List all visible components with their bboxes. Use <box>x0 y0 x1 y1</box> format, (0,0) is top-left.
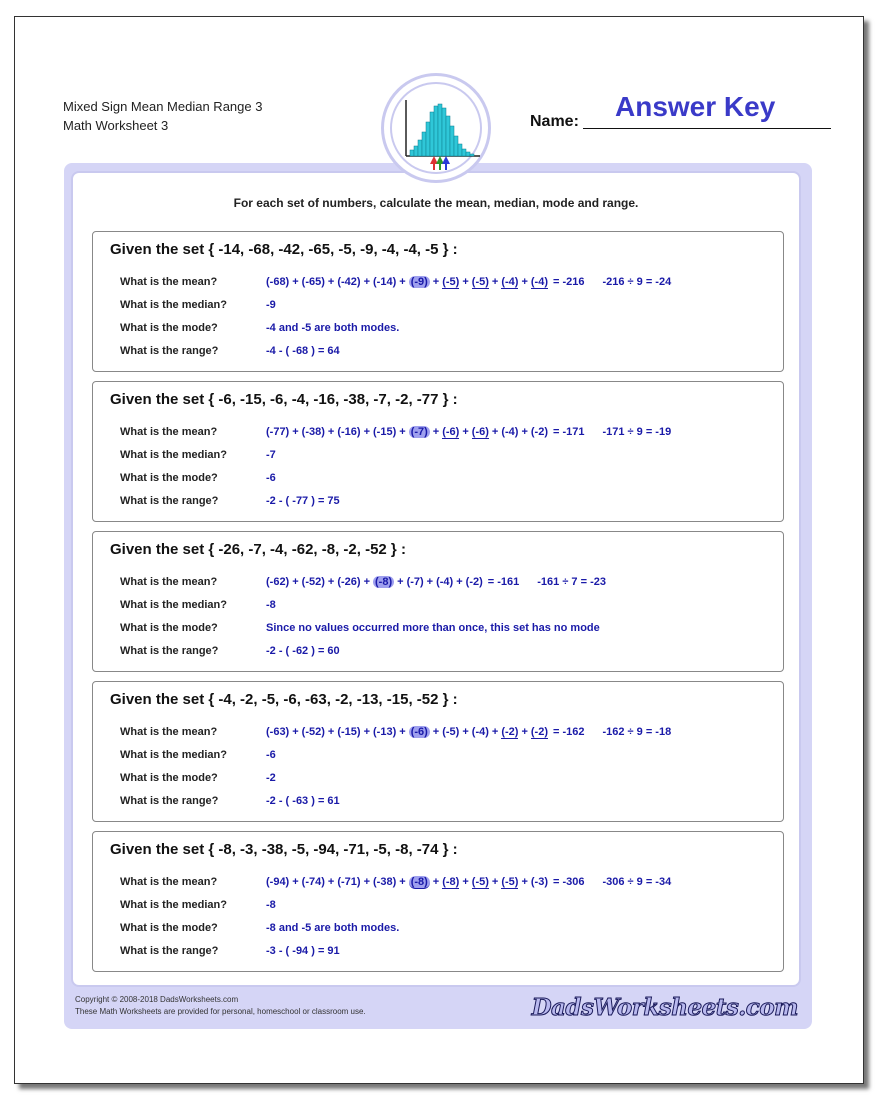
sum-result: = -162 <box>552 726 585 738</box>
mode-question: What is the mode? <box>120 922 218 934</box>
mode-answer: -8 and -5 are both modes. <box>266 922 400 934</box>
median-row <box>120 299 770 317</box>
plus-sign: + <box>399 276 406 288</box>
range-row <box>120 945 770 963</box>
sum-term: (-4) <box>530 276 548 288</box>
problem-set-title: Given the set { -4, -2, -5, -6, -63, -2, -13, -15, -52 } : <box>110 691 458 708</box>
sum-term: (-4) <box>501 426 519 438</box>
sum-term: (-52) <box>301 726 325 738</box>
histogram-bar <box>438 104 442 156</box>
sum-term: (-14) <box>373 276 397 288</box>
sum-term: (-6) <box>410 726 428 738</box>
bell-curve-logo <box>381 73 491 183</box>
plus-sign: + <box>456 576 463 588</box>
plus-sign: + <box>363 576 371 588</box>
median-question: What is the median? <box>120 599 227 611</box>
plus-sign: + <box>399 876 406 888</box>
mode-answer: -2 <box>266 772 276 784</box>
histogram-bar <box>418 140 422 156</box>
histogram-bar <box>450 126 454 156</box>
median-row <box>120 599 770 617</box>
mean-answer <box>266 426 671 439</box>
mode-answer: Since no values occurred more than once, this set has no mode <box>266 622 600 634</box>
range-row <box>120 495 770 513</box>
sum-term: (-63) <box>266 726 290 738</box>
plus-sign: + <box>521 276 528 288</box>
plus-sign: + <box>363 876 371 888</box>
sum-term: (-7) <box>410 426 428 438</box>
plus-sign: + <box>521 876 528 888</box>
mean-row <box>120 576 770 594</box>
median-question: What is the median? <box>120 449 227 461</box>
median-answer: -6 <box>266 749 276 761</box>
mean-division: -171 ÷ 9 = -19 <box>602 426 672 438</box>
answer-key-label: Answer Key <box>615 91 776 122</box>
problem-set-title: Given the set { -26, -7, -4, -62, -8, -2, -52 } : <box>110 541 406 558</box>
mean-question: What is the mean? <box>120 726 218 738</box>
sum-result: = -161 <box>487 576 520 588</box>
plus-sign: + <box>397 576 404 588</box>
histogram-bar <box>426 122 430 156</box>
mean-question: What is the mean? <box>120 876 218 888</box>
plus-sign: + <box>292 726 299 738</box>
plus-sign: + <box>521 726 528 738</box>
range-answer: -4 - ( -68 ) = 64 <box>266 345 340 357</box>
sum-term: (-2) <box>530 726 548 738</box>
range-question: What is the range? <box>120 495 219 507</box>
plus-sign: + <box>327 876 335 888</box>
name-input-line <box>583 128 831 129</box>
worksheet-page <box>14 16 864 1084</box>
plus-sign: + <box>292 276 299 288</box>
histogram-bar <box>462 149 466 156</box>
copyright-text: Copyright © 2008-2018 DadsWorksheets.com <box>75 995 239 1004</box>
sum-term: (-77) <box>266 426 290 438</box>
histogram-bar <box>410 150 414 156</box>
sum-term: (-65) <box>301 276 325 288</box>
mode-row <box>120 622 770 640</box>
sum-term: (-8) <box>375 576 393 588</box>
mode-row <box>120 472 770 490</box>
sum-term: (-52) <box>301 576 325 588</box>
range-row <box>120 645 770 663</box>
sum-term: (-5) <box>471 876 489 888</box>
plus-sign: + <box>491 726 499 738</box>
sum-term: (-5) <box>442 276 460 288</box>
mean-row <box>120 876 770 894</box>
usage-note: These Math Worksheets are provided for personal, homeschool or classroom use. <box>75 1007 366 1016</box>
plus-sign: + <box>292 426 299 438</box>
mean-question: What is the mean? <box>120 576 218 588</box>
problem-2 <box>92 381 784 522</box>
sum-term: (-5) <box>501 876 519 888</box>
problem-set-title: Given the set { -8, -3, -38, -5, -94, -71, -5, -8, -74 } : <box>110 841 458 858</box>
range-answer: -2 - ( -63 ) = 61 <box>266 795 340 807</box>
range-question: What is the range? <box>120 345 219 357</box>
plus-sign: + <box>432 876 440 888</box>
mean-answer <box>266 276 671 289</box>
plus-sign: + <box>363 276 371 288</box>
median-question: What is the median? <box>120 299 227 311</box>
mode-row <box>120 772 770 790</box>
plus-sign: + <box>491 876 499 888</box>
histogram-bar <box>466 152 470 156</box>
problem-4 <box>92 681 784 822</box>
range-answer: -3 - ( -94 ) = 91 <box>266 945 340 957</box>
sum-term: (-7) <box>406 576 424 588</box>
histogram-bar <box>458 144 462 156</box>
plus-sign: + <box>399 726 406 738</box>
plus-sign: + <box>327 276 335 288</box>
median-question: What is the median? <box>120 749 227 761</box>
histogram-bar <box>470 154 474 156</box>
sum-term: (-9) <box>410 276 428 288</box>
mean-answer <box>266 576 606 588</box>
median-answer: -8 <box>266 899 276 911</box>
range-answer: -2 - ( -62 ) = 60 <box>266 645 340 657</box>
plus-sign: + <box>363 726 371 738</box>
sum-term: (-71) <box>337 876 361 888</box>
histogram-icon <box>384 76 488 180</box>
plus-sign: + <box>327 426 335 438</box>
sum-term: (-8) <box>442 876 460 888</box>
title-line-2: Math Worksheet 3 <box>63 118 169 133</box>
plus-sign: + <box>462 276 469 288</box>
histogram-bar <box>434 106 438 156</box>
median-answer: -7 <box>266 449 276 461</box>
sum-term: (-4) <box>471 726 489 738</box>
plus-sign: + <box>292 876 299 888</box>
title-line-1: Mixed Sign Mean Median Range 3 <box>63 99 263 114</box>
sum-term: (-5) <box>471 276 489 288</box>
range-answer: -2 - ( -77 ) = 75 <box>266 495 340 507</box>
problem-set-title: Given the set { -14, -68, -42, -65, -5, -9, -4, -4, -5 } : <box>110 241 458 258</box>
worksheet-title <box>63 97 262 135</box>
plus-sign: + <box>327 576 335 588</box>
mean-row <box>120 726 770 744</box>
range-row <box>120 345 770 363</box>
brand-logo: DadsWorksheets.com <box>531 994 798 1021</box>
worksheet-frame <box>64 163 812 1029</box>
problem-1 <box>92 231 784 372</box>
sum-term: (-4) <box>436 576 454 588</box>
plus-sign: + <box>327 726 335 738</box>
mean-division: -161 ÷ 7 = -23 <box>537 576 606 588</box>
sum-term: (-3) <box>530 876 548 888</box>
sum-result: = -306 <box>552 876 585 888</box>
sum-term: (-62) <box>266 576 290 588</box>
instructions: For each set of numbers, calculate the mean, median, mode and range. <box>233 196 639 210</box>
plus-sign: + <box>363 426 371 438</box>
sum-term: (-42) <box>337 276 361 288</box>
histogram-bar <box>414 146 418 156</box>
sum-term: (-15) <box>373 426 397 438</box>
sum-term: (-26) <box>337 576 361 588</box>
problem-5 <box>92 831 784 972</box>
plus-sign: + <box>292 576 299 588</box>
mean-question: What is the mean? <box>120 426 218 438</box>
sum-term: (-15) <box>337 726 361 738</box>
name-label: Name: <box>530 113 579 130</box>
histogram-bar <box>454 136 458 156</box>
sum-term: (-94) <box>266 876 290 888</box>
sum-term: (-68) <box>266 276 290 288</box>
histogram-bar <box>446 116 450 156</box>
worksheet-body <box>71 171 801 987</box>
sum-term: (-2) <box>501 726 519 738</box>
plus-sign: + <box>462 876 469 888</box>
median-answer: -8 <box>266 599 276 611</box>
sum-term: (-13) <box>373 726 397 738</box>
median-question: What is the median? <box>120 899 227 911</box>
mean-division: -216 ÷ 9 = -24 <box>602 276 672 288</box>
sum-term: (-8) <box>410 876 428 888</box>
median-row <box>120 899 770 917</box>
plus-sign: + <box>432 276 440 288</box>
mode-question: What is the mode? <box>120 472 218 484</box>
range-question: What is the range? <box>120 795 219 807</box>
mean-division: -162 ÷ 9 = -18 <box>602 726 672 738</box>
sum-term: (-5) <box>442 726 460 738</box>
mean-division: -306 ÷ 9 = -34 <box>602 876 672 888</box>
sum-term: (-38) <box>373 876 397 888</box>
plus-sign: + <box>491 426 499 438</box>
sum-result: = -171 <box>552 426 585 438</box>
mean-row <box>120 426 770 444</box>
mean-question: What is the mean? <box>120 276 218 288</box>
mode-row <box>120 922 770 940</box>
histogram-bar <box>422 132 426 156</box>
mean-answer <box>266 726 671 739</box>
sum-term: (-16) <box>337 426 361 438</box>
mode-row <box>120 322 770 340</box>
range-row <box>120 795 770 813</box>
sum-result: = -216 <box>552 276 585 288</box>
problem-3 <box>92 531 784 672</box>
range-question: What is the range? <box>120 645 219 657</box>
plus-sign: + <box>491 276 499 288</box>
plus-sign: + <box>426 576 434 588</box>
mode-answer: -6 <box>266 472 276 484</box>
mode-question: What is the mode? <box>120 622 218 634</box>
problem-set-title: Given the set { -6, -15, -6, -4, -16, -38, -7, -2, -77 } : <box>110 391 458 408</box>
plus-sign: + <box>399 426 406 438</box>
median-row <box>120 749 770 767</box>
plus-sign: + <box>432 426 440 438</box>
range-question: What is the range? <box>120 945 219 957</box>
histogram-bar <box>430 112 434 156</box>
sum-term: (-4) <box>501 276 519 288</box>
plus-sign: + <box>462 726 469 738</box>
mode-question: What is the mode? <box>120 322 218 334</box>
mean-row <box>120 276 770 294</box>
sum-term: (-2) <box>530 426 548 438</box>
footer-text <box>75 994 366 1018</box>
sum-term: (-6) <box>471 426 489 438</box>
mode-answer: -4 and -5 are both modes. <box>266 322 400 334</box>
median-row <box>120 449 770 467</box>
sum-term: (-38) <box>301 426 325 438</box>
plus-sign: + <box>462 426 469 438</box>
sum-term: (-2) <box>465 576 483 588</box>
mean-answer <box>266 876 671 889</box>
mode-question: What is the mode? <box>120 772 218 784</box>
plus-sign: + <box>432 726 440 738</box>
sum-term: (-6) <box>442 426 460 438</box>
median-answer: -9 <box>266 299 276 311</box>
histogram-bar <box>442 108 446 156</box>
sum-term: (-74) <box>301 876 325 888</box>
plus-sign: + <box>521 426 528 438</box>
